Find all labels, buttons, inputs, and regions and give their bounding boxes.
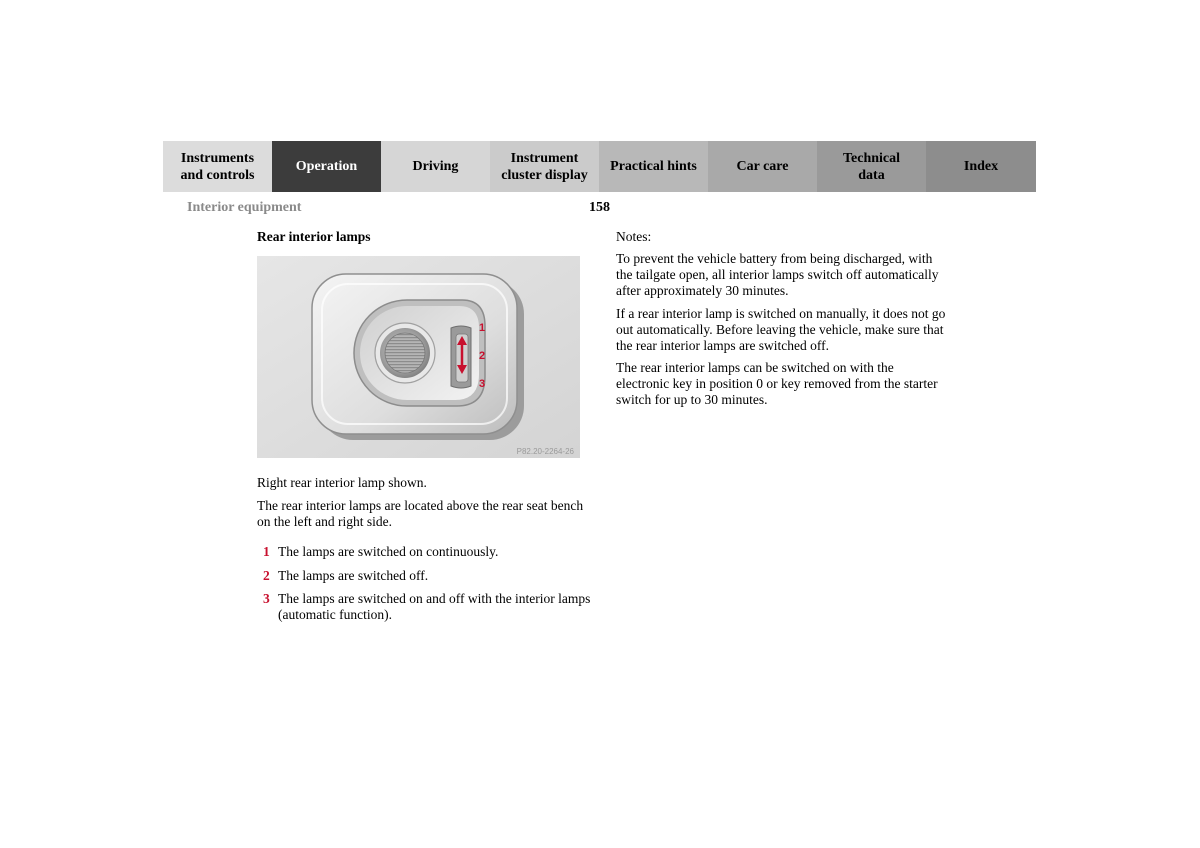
lamp-switch-figure bbox=[257, 256, 580, 458]
figure-caption: Right rear interior lamp shown. bbox=[257, 475, 427, 490]
lamp-switch-illustration bbox=[257, 256, 580, 458]
tab-label: Practical hints bbox=[610, 159, 697, 174]
list-item bbox=[263, 544, 593, 560]
rear-interior-lamps-heading: Rear interior lamps bbox=[257, 229, 371, 244]
switch-position-3-label: 3 bbox=[479, 378, 486, 390]
item-number: 3 bbox=[263, 591, 270, 606]
section-title: Interior equipment bbox=[187, 200, 302, 215]
list-item bbox=[263, 591, 593, 623]
tab-label: Index bbox=[963, 159, 999, 174]
tab-label: Instruments and controls bbox=[180, 150, 255, 183]
tab-technical-data[interactable] bbox=[817, 141, 926, 192]
page-number: 158 bbox=[589, 200, 610, 215]
tab-label: Technical data bbox=[842, 150, 901, 183]
note-paragraph: If a rear interior lamp is switched on manually, it does not go out automatically. Before leaving the vehicle, make sure that the rear interior lamps are switched off. bbox=[616, 306, 946, 353]
tab-practical-hints[interactable] bbox=[599, 141, 708, 192]
tab-label: Operation bbox=[295, 159, 358, 174]
note-paragraph: To prevent the vehicle battery from being discharged, with the tailgate open, all interior lamps switch off automatically after approximately 30 minutes. bbox=[616, 251, 939, 298]
tab-label: Driving bbox=[412, 159, 459, 174]
tab-operation[interactable] bbox=[272, 141, 381, 192]
tab-driving[interactable] bbox=[381, 141, 490, 192]
location-paragraph: The rear interior lamps are located above the rear seat bench on the left and right side. bbox=[257, 498, 584, 529]
item-number: 1 bbox=[263, 544, 270, 559]
tab-label: Instrument cluster display bbox=[501, 150, 588, 183]
item-text: The lamps are switched on and off with the interior lamps (automatic function). bbox=[278, 591, 591, 622]
tab-car-care[interactable] bbox=[708, 141, 817, 192]
chapter-navigation bbox=[163, 141, 1036, 192]
list-item bbox=[263, 568, 593, 584]
tab-instrument-cluster-display[interactable] bbox=[490, 141, 599, 192]
tab-instruments-and-controls[interactable] bbox=[163, 141, 272, 192]
tab-index[interactable] bbox=[926, 141, 1036, 192]
switch-position-1-label: 1 bbox=[479, 322, 486, 334]
tab-label: Car care bbox=[736, 159, 789, 174]
item-number: 2 bbox=[263, 568, 270, 583]
note-paragraph: The rear interior lamps can be switched on with the electronic key in position 0 or key removed from the starter switch for up to 30 minutes. bbox=[616, 360, 938, 407]
item-text: The lamps are switched off. bbox=[278, 568, 429, 583]
figure-code: P82.20-2264-26 bbox=[516, 447, 574, 456]
item-text: The lamps are switched on continuously. bbox=[278, 544, 499, 559]
switch-position-2-label: 2 bbox=[479, 350, 486, 362]
notes-label: Notes: bbox=[616, 229, 652, 244]
